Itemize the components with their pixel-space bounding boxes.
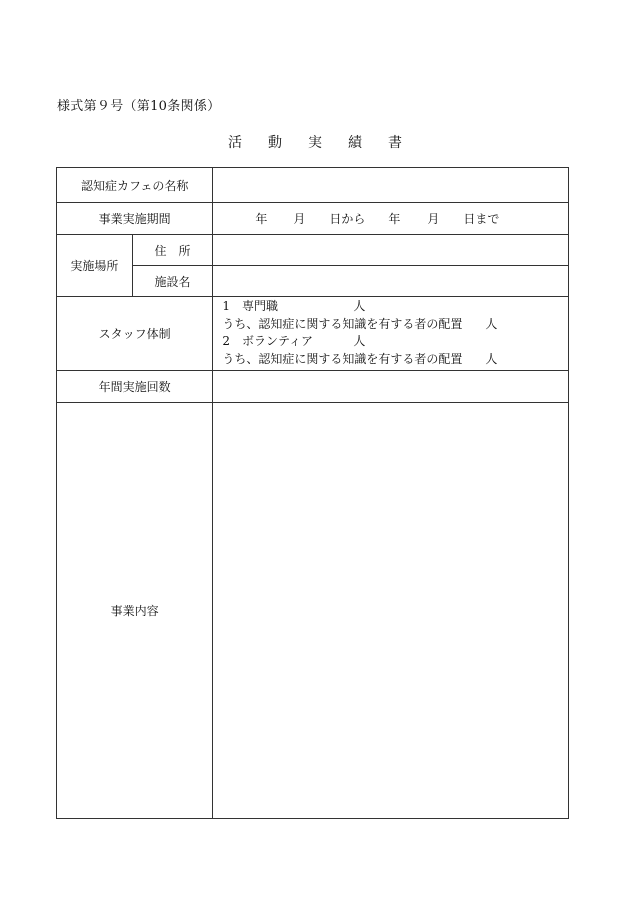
title-char: 績 <box>348 135 362 151</box>
period-month-start: 月 <box>293 212 306 226</box>
staff-line-unit: 人 <box>485 351 498 366</box>
staff-field[interactable] <box>213 297 569 371</box>
staff-line-unit: 人 <box>485 316 498 331</box>
content-label: 事業内容 <box>57 403 213 819</box>
staff-line <box>222 333 568 351</box>
staff-line-text: 2 ボランティア <box>222 334 314 348</box>
cafe-name-field[interactable] <box>213 168 569 203</box>
title-char: 活 <box>228 135 242 151</box>
period-label: 事業実施期間 <box>57 203 213 235</box>
annual-count-field[interactable] <box>213 371 569 403</box>
period-year-end: 年 <box>388 212 401 226</box>
period-day-end: 日まで <box>463 212 500 226</box>
form-number: 様式第９号（第10条関係） <box>57 99 221 114</box>
staff-line-text: 1 専門職 <box>222 299 278 313</box>
staff-line-text: うち、認知症に関する知識を有する者の配置 <box>222 351 463 366</box>
annual-count-label: 年間実施回数 <box>57 371 213 403</box>
staff-label: スタッフ体制 <box>57 297 213 371</box>
address-field[interactable] <box>213 235 569 266</box>
period-year-start: 年 <box>255 212 268 226</box>
cafe-name-label: 認知症カフェの名称 <box>57 168 213 203</box>
title-char: 実 <box>308 135 322 151</box>
staff-line <box>222 316 568 334</box>
activity-report-table <box>56 167 569 819</box>
staff-line <box>222 298 568 316</box>
document-title <box>228 132 428 152</box>
period-day-start: 日から <box>329 212 366 226</box>
period-month-end: 月 <box>427 212 440 226</box>
staff-line <box>222 351 568 369</box>
place-label: 実施場所 <box>57 235 133 297</box>
staff-line-unit: 人 <box>353 334 366 348</box>
facility-field[interactable] <box>213 266 569 297</box>
facility-label: 施設名 <box>132 266 213 297</box>
title-char: 書 <box>388 135 402 151</box>
address-label: 住 所 <box>132 235 213 266</box>
staff-line-text: うち、認知症に関する知識を有する者の配置 <box>222 316 463 331</box>
staff-line-unit: 人 <box>353 299 366 313</box>
period-field[interactable] <box>213 203 569 235</box>
content-field[interactable] <box>213 403 569 819</box>
title-char: 動 <box>268 135 282 151</box>
